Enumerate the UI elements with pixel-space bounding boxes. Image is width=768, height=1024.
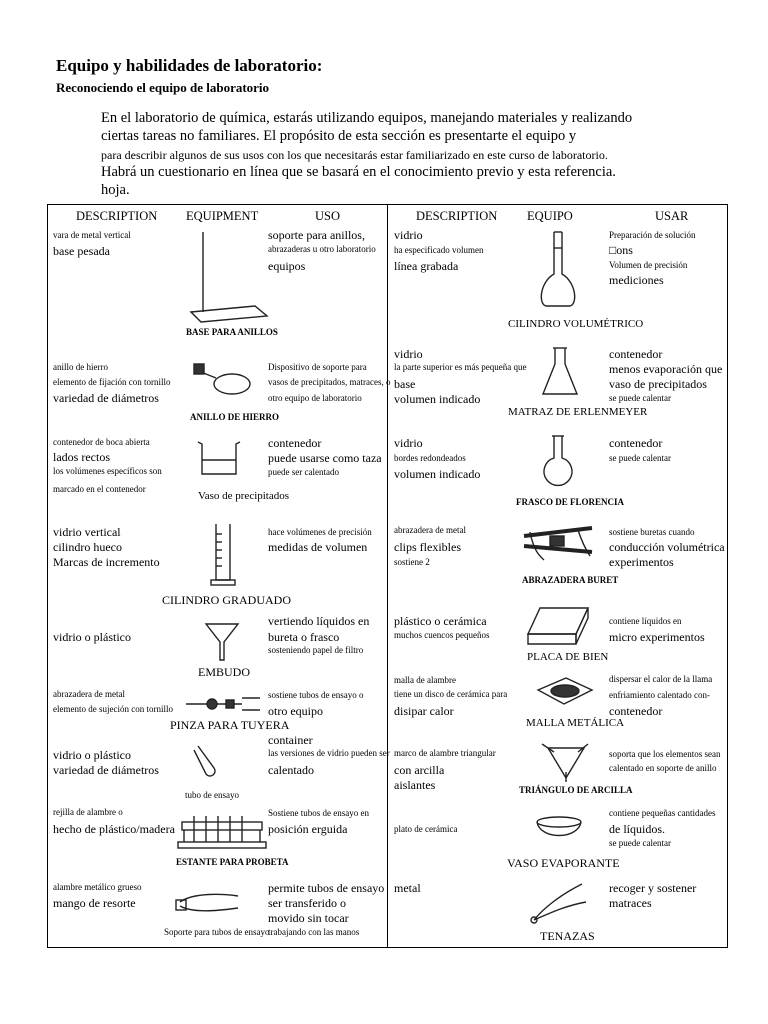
use-line: dispersar el calor de la llama <box>609 674 713 684</box>
tongs-icon <box>528 880 588 926</box>
test-tube-rack-icon <box>176 812 268 852</box>
header-use-left: USO <box>315 209 341 223</box>
desc-line: Marcas de incremento <box>53 555 160 569</box>
desc-line: marco de alambre triangular <box>394 748 496 758</box>
desc-line: mango de resorte <box>53 896 136 910</box>
intro-line: para describir algunos de sus usos con los que necesitarás estar familiarizado en este curso de laboratorio. <box>101 148 608 162</box>
use-line: se puede calentar <box>609 838 671 848</box>
desc-line: la parte superior es más pequeña que <box>394 362 527 372</box>
beaker-icon <box>194 438 244 478</box>
desc-line: tiene un disco de cerámica para <box>394 689 508 699</box>
desc-line: ha especificado volumen <box>394 245 484 255</box>
desc-line: muchos cuencos pequeños <box>394 630 490 640</box>
desc-line: plato de cerámica <box>394 824 458 834</box>
equipment-label: PINZA PARA TUYERA <box>170 718 290 732</box>
desc-line: anillo de hierro <box>53 362 108 372</box>
use-line: enfriamiento calentado con- <box>609 690 710 700</box>
use-line: equipos <box>268 259 306 273</box>
use-line: posición erguida <box>268 822 348 836</box>
use-line: contenedor <box>609 704 663 718</box>
use-line: container <box>268 733 313 747</box>
test-tube-holder-icon <box>174 888 244 918</box>
use-line: Preparación de solución <box>609 230 696 240</box>
use-line: vaso de precipitados <box>609 377 707 391</box>
page-title: Equipo y habilidades de laboratorio: <box>56 56 323 75</box>
use-line: las versiones de vidrio pueden ser <box>268 748 390 758</box>
use-line: permite tubos de ensayo <box>268 881 385 895</box>
wire-gauze-icon <box>536 676 594 708</box>
equipment-label: MALLA METÁLICA <box>526 717 625 729</box>
desc-line: vidrio <box>394 228 423 242</box>
use-line: sostiene buretas cuando <box>609 527 695 537</box>
desc-line: marcado en el contenedor <box>53 484 146 494</box>
desc-line: vidrio o plástico <box>53 630 131 644</box>
clamp-icon <box>182 692 266 718</box>
use-line: sosteniendo papel de filtro <box>268 645 364 655</box>
equipment-label: CILINDRO VOLUMÉTRICO <box>508 318 644 330</box>
use-line: ser transferido o <box>268 896 346 910</box>
use-line: se puede calentar <box>609 393 671 403</box>
desc-line: variedad de diámetros <box>53 763 159 777</box>
test-tube-icon <box>192 742 222 782</box>
use-line: otro equipo <box>268 704 323 718</box>
equipment-label: tubo de ensayo <box>185 790 239 800</box>
desc-line: hecho de plástico/madera <box>53 822 175 836</box>
desc-line: plástico o cerámica <box>394 614 487 628</box>
equipment-label: EMBUDO <box>198 665 251 679</box>
erlenmeyer-flask-icon <box>540 346 580 398</box>
equipment-label: TENAZAS <box>540 929 595 943</box>
table-divider <box>387 204 388 948</box>
use-line: Volumen de precisión <box>609 260 688 270</box>
equipment-label: ANILLO DE HIERRO <box>190 412 280 422</box>
ring-stand-icon <box>185 228 270 324</box>
desc-line: aislantes <box>394 778 436 792</box>
desc-line: vara de metal vertical <box>53 230 131 240</box>
clay-triangle-icon <box>540 742 590 784</box>
use-line: Dispositivo de soporte para <box>268 362 367 372</box>
intro-line: hoja. <box>101 182 130 198</box>
use-line: puede ser calentado <box>268 467 339 477</box>
desc-line: línea grabada <box>394 259 459 273</box>
desc-line: bordes redondeados <box>394 453 466 463</box>
desc-line: malla de alambre <box>394 675 456 685</box>
use-line: calentado <box>268 763 314 777</box>
use-line: vertiendo líquidos en <box>268 614 370 628</box>
desc-line: contenedor de boca abierta <box>53 437 150 447</box>
volumetric-flask-icon <box>536 230 580 310</box>
use-line: contiene pequeñas cantidades <box>609 808 716 818</box>
desc-line: alambre metálico grueso <box>53 882 142 892</box>
use-line: soporta que los elementos sean <box>609 749 721 759</box>
desc-line: abrazadera de metal <box>394 525 466 535</box>
use-line: calentado en soporte de anillo <box>609 763 717 773</box>
equipment-label: VASO EVAPORANTE <box>507 856 620 870</box>
evaporating-dish-icon <box>534 814 584 844</box>
desc-line: variedad de diámetros <box>53 391 159 405</box>
equipment-label: BASE PARA ANILLOS <box>186 327 278 337</box>
use-line: abrazaderas u otro laboratorio <box>268 244 376 254</box>
desc-line: elemento de sujeción con tornillo <box>53 704 173 714</box>
use-line: movido sin tocar <box>268 911 349 925</box>
well-plate-icon <box>526 604 590 648</box>
header-description-left: DESCRIPTION <box>76 209 158 223</box>
desc-line: los volúmenes específicos son <box>53 466 162 476</box>
desc-line: disipar calor <box>394 704 454 718</box>
use-line: se puede calentar <box>609 453 671 463</box>
use-line: soporte para anillos, <box>268 228 365 242</box>
header-use-right: USAR <box>655 209 689 223</box>
use-line: de líquidos. <box>609 822 665 836</box>
use-line: mediciones <box>609 273 664 287</box>
equipment-label: FRASCO DE FLORENCIA <box>516 497 625 507</box>
header-equipment-left: EQUIPMENT <box>186 209 259 223</box>
use-line: Sostiene tubos de ensayo en <box>268 808 369 818</box>
use-line: medidas de volumen <box>268 540 368 554</box>
page-subtitle: Reconociendo el equipo de laboratorio <box>56 80 270 95</box>
intro-line: Habrá un cuestionario en línea que se basará en el conocimiento previo y esta referencia. <box>101 164 616 180</box>
use-line: trabajando con las manos <box>268 927 360 937</box>
use-line: vasos de precipitados, matraces, o <box>268 377 391 387</box>
use-line: matraces <box>609 896 652 910</box>
florence-flask-icon <box>538 434 578 488</box>
equipment-label: Vaso de precipitados <box>198 490 290 502</box>
use-line: contenedor <box>268 436 322 450</box>
desc-line: vidrio <box>394 347 423 361</box>
intro-line: En el laboratorio de química, estarás utilizando equipos, manejando materiales y realizando <box>101 110 633 126</box>
equipment-label: TRIÁNGULO DE ARCILLA <box>519 785 633 795</box>
desc-line: con arcilla <box>394 763 445 777</box>
use-line: otro equipo de laboratorio <box>268 393 362 403</box>
equipment-label: CILINDRO GRADUADO <box>162 593 291 607</box>
iron-ring-icon <box>190 360 260 400</box>
use-line: puede usarse como taza <box>268 451 382 465</box>
use-line: contenedor <box>609 347 663 361</box>
equipment-label: ABRAZADERA BURET <box>522 575 619 585</box>
equipment-label: MATRAZ DE ERLENMEYER <box>508 406 648 418</box>
use-line: conducción volumétrica <box>609 540 725 554</box>
use-line: hace volúmenes de precisión <box>268 527 372 537</box>
use-line: experimentos <box>609 555 674 569</box>
use-line: sostiene tubos de ensayo o <box>268 690 364 700</box>
desc-line: base pesada <box>53 244 110 258</box>
desc-line: vidrio vertical <box>53 525 121 539</box>
header-equipment-right: EQUIPO <box>527 209 573 223</box>
use-line: contenedor <box>609 436 663 450</box>
equipment-label: Soporte para tubos de ensayo <box>164 927 270 937</box>
desc-line: abrazadera de metal <box>53 689 125 699</box>
use-line: contiene líquidos en <box>609 616 682 626</box>
desc-line: elemento de fijación con tornillo <box>53 377 171 387</box>
desc-line: rejilla de alambre o <box>53 807 123 817</box>
desc-line: volumen indicado <box>394 467 481 481</box>
desc-line: volumen indicado <box>394 392 481 406</box>
graduated-cylinder-icon <box>208 522 238 588</box>
desc-line: vidrio <box>394 436 423 450</box>
desc-line: metal <box>394 881 421 895</box>
desc-line: base <box>394 377 416 391</box>
use-line: bureta o frasco <box>268 630 340 644</box>
buret-clamp-icon <box>520 522 596 566</box>
use-line: recoger y sostener <box>609 881 697 895</box>
equipment-label: PLACA DE BIEN <box>527 651 609 663</box>
use-line: micro experimentos <box>609 630 705 644</box>
desc-line: cilindro hueco <box>53 540 122 554</box>
use-line: □ons <box>609 243 633 257</box>
desc-line: sostiene 2 <box>394 557 430 567</box>
funnel-icon <box>204 620 240 662</box>
desc-line: clips flexibles <box>394 540 461 554</box>
equipment-label: ESTANTE PARA PROBETA <box>176 857 289 867</box>
desc-line: lados rectos <box>53 450 110 464</box>
intro-line: ciertas tareas no familiares. El propósito de esta sección es presentarte el equipo y <box>101 128 577 144</box>
use-line: menos evaporación que <box>609 362 723 376</box>
header-description-right: DESCRIPTION <box>416 209 498 223</box>
desc-line: vidrio o plástico <box>53 748 131 762</box>
